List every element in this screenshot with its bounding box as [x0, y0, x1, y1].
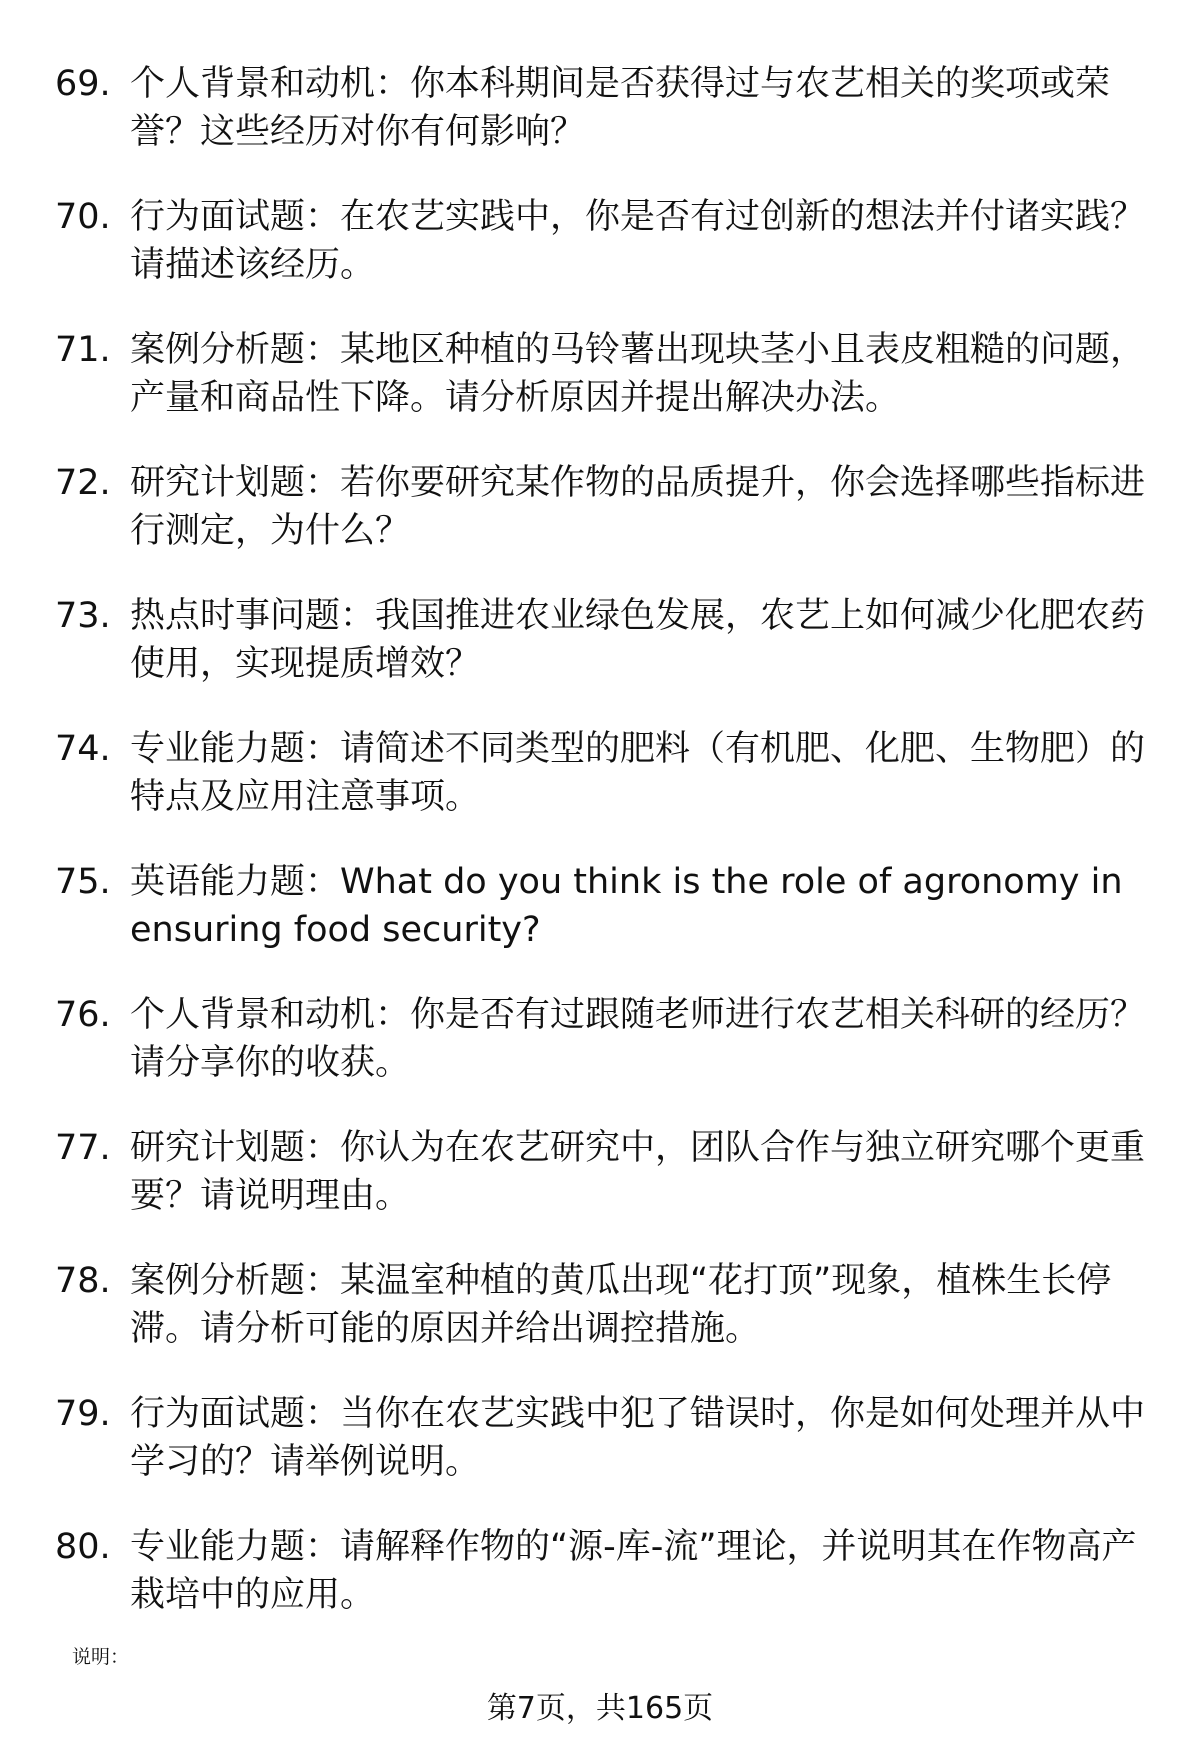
question-item [55, 1390, 1145, 1486]
question-number: 80. [55, 1527, 111, 1567]
question-number: 71. [55, 330, 111, 370]
question-number: 70. [55, 197, 111, 237]
question-item [55, 592, 1145, 688]
question-text: 研究计划题：若你要研究某作物的品质提升，你会选择哪些指标进行测定，为什么？ [130, 463, 1146, 551]
question-item [55, 991, 1145, 1087]
question-text: 案例分析题：某温室种植的黄瓜出现“花打顶”现象，植株生长停滞。请分析可能的原因并给出调控措施。 [130, 1261, 1112, 1349]
question-text: 热点时事问题：我国推进农业绿色发展，农艺上如何减少化肥农药使用，实现提质增效？ [130, 596, 1146, 684]
question-number: 79. [55, 1394, 111, 1434]
question-item [55, 193, 1145, 289]
page-footer: 第7页，共165页 [486, 1691, 714, 1726]
question-number: 72. [55, 463, 111, 503]
question-item [55, 1124, 1145, 1220]
question-text: 专业能力题：请解释作物的“源-库-流”理论，并说明其在作物高产栽培中的应用。 [130, 1527, 1137, 1615]
question-text: 英语能力题：What do you think is the role of agronomy in ensuring food security? [130, 862, 1123, 950]
question-item [55, 1257, 1145, 1353]
question-text: 专业能力题：请简述不同类型的肥料（有机肥、化肥、生物肥）的特点及应用注意事项。 [130, 729, 1146, 817]
question-text: 案例分析题：某地区种植的马铃薯出现块茎小且表皮粗糙的问题，产量和商品性下降。请分析原因并提出解决办法。 [130, 330, 1146, 418]
note-label: 说明： [72, 1646, 130, 1668]
question-number: 69. [55, 64, 111, 104]
question-item [55, 60, 1145, 156]
question-text: 研究计划题：你认为在农艺研究中，团队合作与独立研究哪个更重要？请说明理由。 [130, 1128, 1146, 1216]
question-number: 76. [55, 995, 111, 1035]
question-item [55, 459, 1145, 555]
question-number: 74. [55, 729, 111, 769]
question-text: 行为面试题：在农艺实践中，你是否有过创新的想法并付诸实践？请描述该经历。 [130, 197, 1146, 285]
question-number: 77. [55, 1128, 111, 1168]
question-number: 78. [55, 1261, 111, 1301]
question-text: 个人背景和动机：你本科期间是否获得过与农艺相关的奖项或荣誉？这些经历对你有何影响？ [130, 64, 1111, 152]
question-item [55, 326, 1145, 422]
question-item [55, 725, 1145, 821]
question-number: 75. [55, 862, 111, 902]
question-item [55, 1523, 1145, 1619]
question-text: 个人背景和动机：你是否有过跟随老师进行农艺相关科研的经历？请分享你的收获。 [130, 995, 1146, 1083]
question-list [55, 60, 1145, 1656]
question-number: 73. [55, 596, 111, 636]
question-text: 行为面试题：当你在农艺实践中犯了错误时，你是如何处理并从中学习的？请举例说明。 [130, 1394, 1146, 1482]
question-item [55, 858, 1145, 954]
